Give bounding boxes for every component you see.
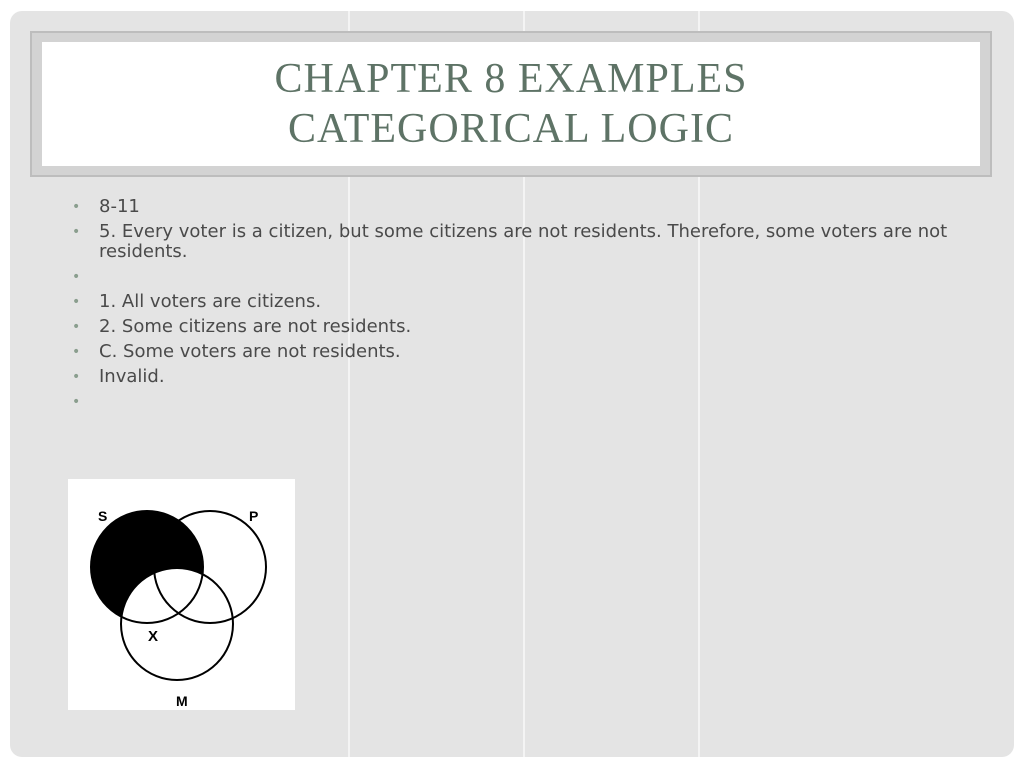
- bullet-dot: •: [72, 269, 81, 285]
- x-mark: X: [148, 628, 159, 645]
- bullet-item: [72, 222, 952, 262]
- bullet-item: [72, 367, 952, 387]
- bullet-dot: •: [72, 344, 81, 360]
- bullet-item: [72, 392, 952, 412]
- bullet-text: 8-11: [99, 196, 140, 217]
- bullet-text: 1. All voters are citizens.: [99, 291, 322, 312]
- bullet-item: [72, 267, 952, 287]
- bullet-item: [72, 317, 952, 337]
- bullet-list: [72, 197, 952, 417]
- bullet-dot: •: [72, 319, 81, 335]
- bullet-dot: •: [72, 369, 81, 385]
- bullet-item: [72, 292, 952, 312]
- label-p: P: [249, 508, 259, 524]
- title-line-2: CATEGORICAL LOGIC: [288, 106, 734, 152]
- venn-svg: [68, 479, 295, 710]
- title-line-1: CHAPTER 8 EXAMPLES: [274, 56, 748, 102]
- label-s: S: [98, 508, 108, 524]
- title-frame: [30, 31, 992, 177]
- title-box: [42, 42, 980, 166]
- bullet-text: C. Some voters are not residents.: [99, 341, 401, 362]
- bullet-dot: •: [72, 294, 81, 310]
- bullet-text: 5. Every voter is a citizen, but some citizens are not residents. Therefore, some voters are not residents.: [99, 221, 948, 262]
- bullet-dot: •: [72, 224, 81, 240]
- bullet-item: [72, 342, 952, 362]
- bullet-dot: •: [72, 394, 81, 410]
- slide: [10, 11, 1014, 757]
- bullet-dot: •: [72, 199, 81, 215]
- bullet-text: 2. Some citizens are not residents.: [99, 316, 412, 337]
- bullet-text: Invalid.: [99, 366, 165, 387]
- bullet-item: [72, 197, 952, 217]
- label-m: M: [176, 693, 188, 709]
- venn-diagram: [68, 479, 295, 710]
